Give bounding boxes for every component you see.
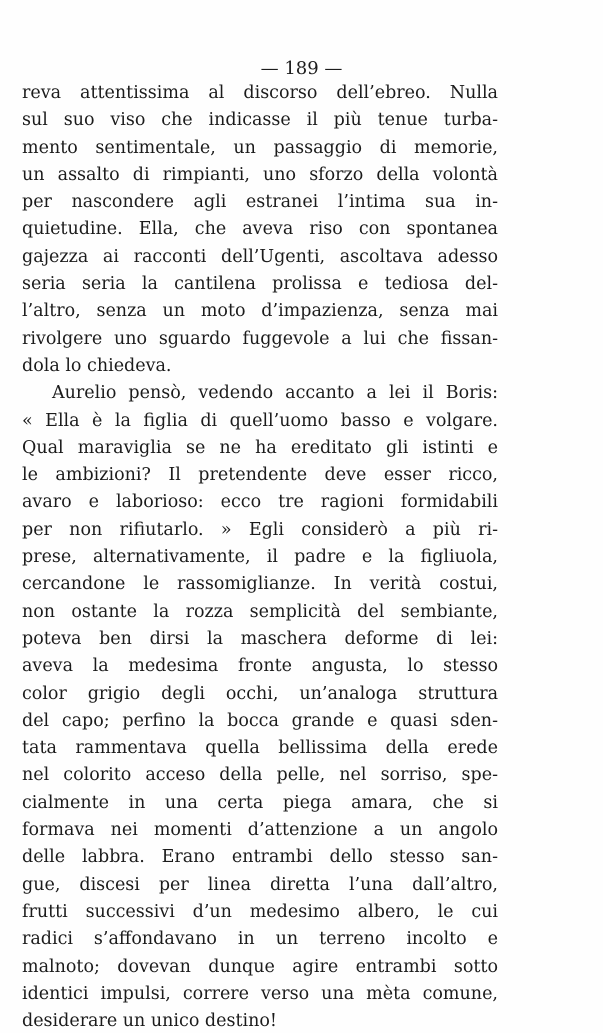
text-line: quietudine. Ella, che aveva riso con spontanea [22,219,498,240]
text-line: del capo; perfino la bocca grande e quasi sden- [22,710,498,731]
page-number: — 189 — [260,58,343,79]
text-line: cialmente in una certa piega amara, che si [22,792,498,813]
body-text [22,80,498,1035]
text-line: delle labbra. Erano entrambi dello stesso san- [22,847,498,868]
text-line: radici s’affondavano in un terreno incolto e [22,929,498,950]
text-line: avaro e laborioso: ecco tre ragioni formidabili [22,492,498,513]
text-line: cercandone le rassomiglianze. In verità costui, [22,574,498,595]
text-line: un assalto di rimpianti, uno sforzo della volontà [22,164,498,185]
text-line: reva attentissima al discorso dell’ebreo. Nulla [22,83,498,103]
text-line: color grigio degli occhi, un’analoga struttura [22,683,498,704]
text-line: seria seria la cantilena prolissa e tediosa del- [22,274,498,295]
text-line: frutti successivi d’un medesimo albero, le cui [22,901,498,922]
text-line: aveva la medesima fronte angusta, lo stesso [22,656,498,677]
text-line: gue, discesi per linea diretta l’una dall’altro, [22,874,498,895]
text-line: rivolgere uno sguardo fuggevole a lui che fissan- [22,328,498,349]
text-line: nel colorito acceso della pelle, nel sorriso, spe- [22,765,498,786]
text-line: identici impulsi, correre verso una mèta comune, [22,983,498,1004]
text-line: dola lo chiedeva. [22,355,172,376]
text-line: Qual maraviglia se ne ha ereditato gli istinti e [22,437,498,458]
text-line: tata rammentava quella bellissima della erede [22,738,498,759]
text-line: Aurelio pensò, vedendo accanto a lei il Boris: [52,383,498,404]
text-line: non ostante la rozza semplicità del sembiante, [22,601,498,622]
text-line: malnoto; dovevan dunque agire entrambi sotto [22,956,498,977]
text-line: gajezza ai racconti dell’Ugenti, ascoltava adesso [22,246,498,267]
text-line: mento sentimentale, un passaggio di memorie, [22,137,498,158]
text-line: per non rifiutarlo. » Egli considerò a più ri- [22,519,498,540]
text-line: per nascondere agli estranei l’intima sua in- [22,192,498,213]
text-line: poteva ben dirsi la maschera deforme di lei: [22,628,498,649]
text-line: « Ella è la figlia di quell’uomo basso e volgare. [22,410,498,431]
text-line: formava nei momenti d’attenzione a un angolo [22,820,498,841]
text-line: sul suo viso che indicasse il più tenue turba- [22,110,498,131]
text-line: prese, alternativamente, il padre e la figliuola, [22,547,498,568]
text-line: l’altro, senza un moto d’impazienza, senza mai [22,301,498,322]
text-line: desiderare un unico destino! [22,1011,277,1032]
text-line: le ambizioni? Il pretendente deve esser ricco, [22,465,498,486]
